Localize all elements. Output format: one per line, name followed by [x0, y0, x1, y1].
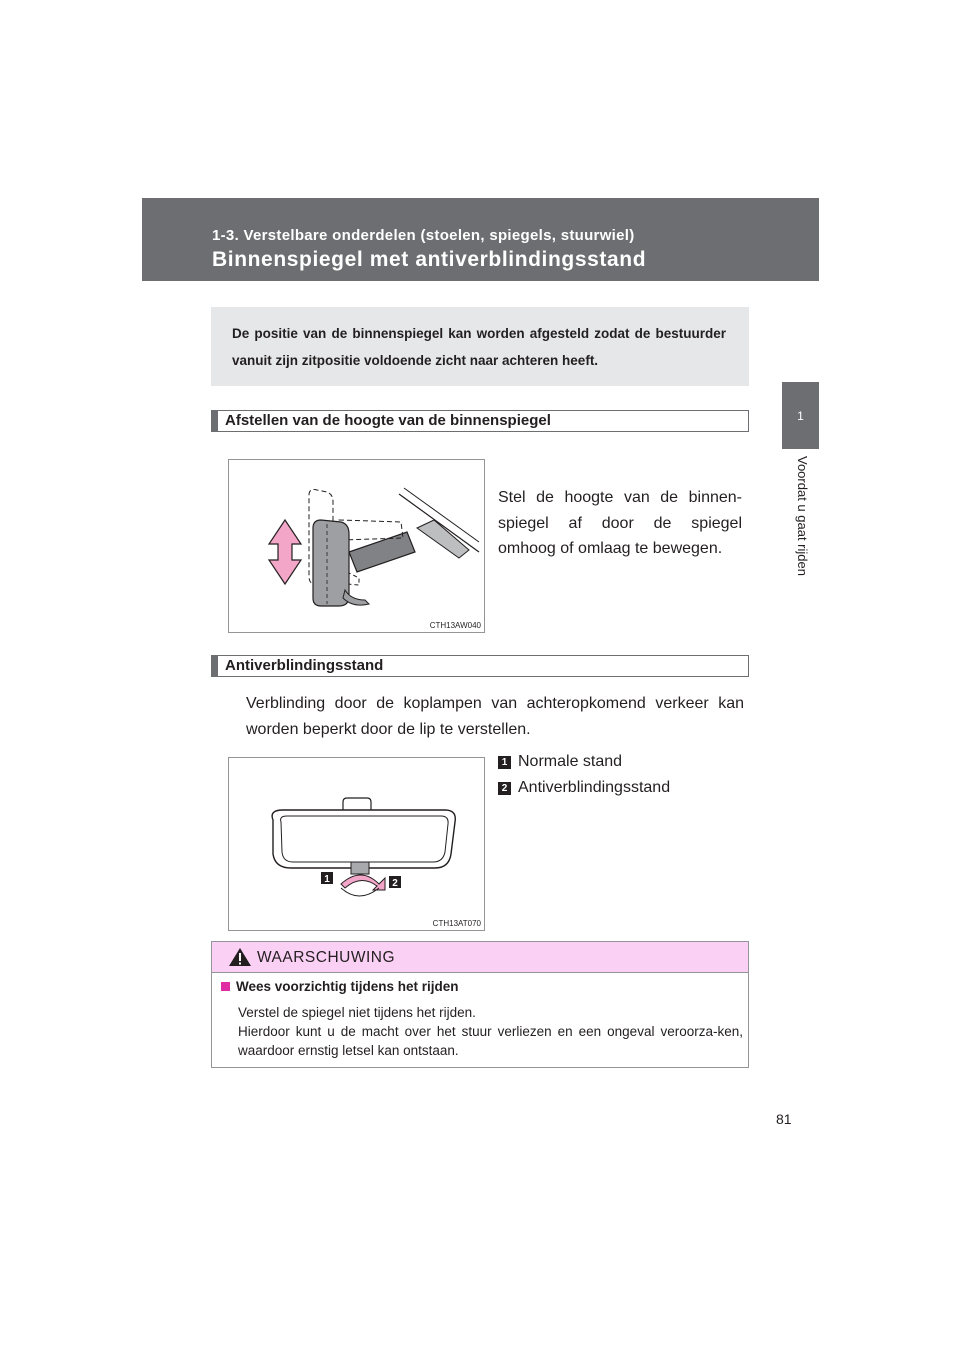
page-header [142, 198, 819, 281]
section-heading-height: Afstellen van de hoogte van de binnenspiegel [211, 410, 749, 432]
svg-text:1: 1 [324, 874, 330, 885]
legend-item-2 [498, 778, 670, 798]
warning-label: WAARSCHUWING [257, 949, 396, 966]
bullet-square-icon [221, 982, 230, 991]
legend-label: Normale stand [518, 753, 623, 770]
warning-item-title: Wees voorzichtig tijdens het rijden [221, 979, 459, 994]
antiglare-description: Verblinding door de koplampen van achteropkomend verkeer kan worden beperkt door de lip te verstellen. [246, 695, 744, 738]
figure-mirror-height [228, 459, 485, 633]
legend-item-1 [498, 752, 622, 772]
figure-mirror-antiglare [228, 757, 485, 931]
number-badge: 1 [498, 756, 511, 769]
height-instruction: Stel de hoogte van de binnen-spiegel af door de spiegel omhoog of omlaag te bewegen. [498, 489, 742, 557]
warning-box [211, 941, 749, 1068]
warning-triangle-icon [228, 947, 252, 967]
rotate-arrow-icon [341, 875, 385, 890]
warning-bar [212, 942, 748, 973]
figure-code: CTH13AT070 [432, 919, 481, 928]
page-number: 81 [776, 1111, 792, 1127]
section-title: 1-3. Verstelbare onderdelen (stoelen, spiegels, stuurwiel) [212, 227, 635, 244]
chapter-title: Voordat u gaat rijden [795, 456, 810, 576]
mirror-height-illustration [229, 460, 484, 632]
section-heading-antiglare: Antiverblindingsstand [211, 655, 749, 677]
legend-label: Antiverblindingsstand [518, 779, 671, 796]
svg-text:2: 2 [392, 878, 398, 889]
mirror-antiglare-illustration [229, 758, 484, 930]
figure-code: CTH13AW040 [429, 621, 481, 630]
warning-item-text: Verstel de spiegel niet tijdens het rijden. Hierdoor kunt u de macht over het stuur verliezen en een ongeval veroorza-ken, waardoor ernstig letsel kan ontstaan. [238, 1005, 743, 1058]
chapter-tab: 1 [782, 382, 819, 449]
number-badge: 2 [498, 782, 511, 795]
intro-box: De positie van de binnenspiegel kan worden afgesteld zodat de bestuurder vanuit zijn zitpositie voldoende zicht naar achteren heeft. [211, 307, 749, 386]
page-title: Binnenspiegel met antiverblindingsstand [212, 248, 647, 271]
up-down-arrow-icon [269, 520, 301, 584]
